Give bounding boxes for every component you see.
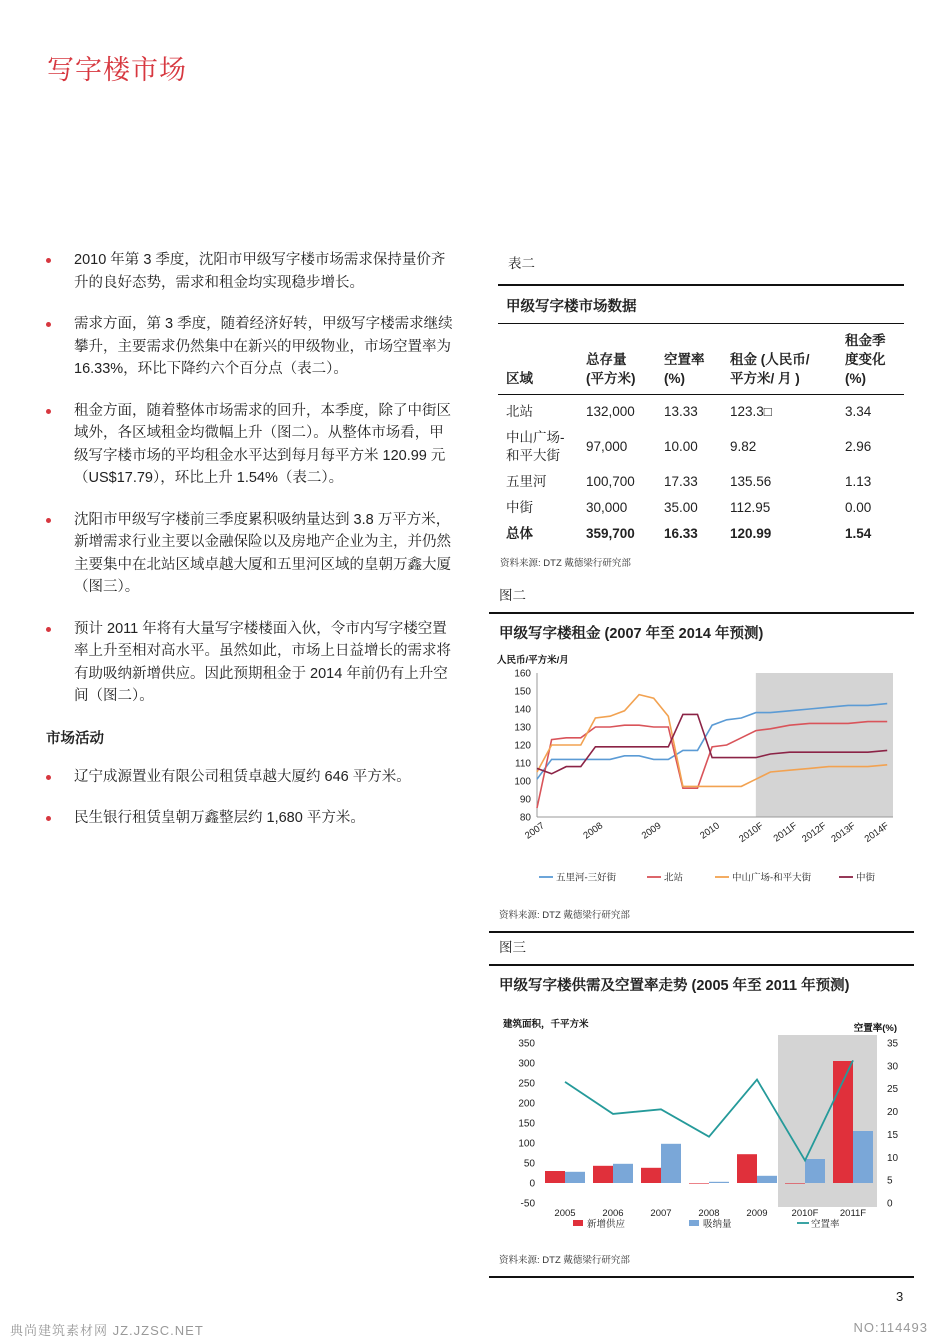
- x-tick-label: 2007: [523, 820, 547, 842]
- figure2-bottom-rule: [489, 931, 914, 933]
- bar: [641, 1168, 661, 1183]
- y-tick-label: 100: [514, 776, 531, 788]
- y-axis-label: 人民币/平方米/月: [497, 655, 569, 666]
- figure3-block: [489, 936, 914, 1278]
- forecast-shade: [756, 673, 893, 817]
- bullet-item: 需求方面，第 3 季度，随着经济好转，甲级写字楼需求继续攀升，主要需求仍然集中在新兴的甲级物业，市场空置率为 16.33%，环比下降约六个百分点（表二）。: [46, 313, 456, 381]
- header-change: 租金季 度变化 (%): [837, 324, 904, 395]
- legend-label: 中山广场-和平大街: [732, 872, 812, 884]
- y-tick-label: 120: [514, 740, 531, 752]
- x-tick-label: 2006: [602, 1208, 624, 1219]
- figure2-block: [489, 584, 914, 933]
- legend-swatch: [689, 1220, 699, 1226]
- bar: [757, 1176, 777, 1183]
- y-right-tick-label: 35: [887, 1038, 899, 1050]
- x-tick-label: 2005: [554, 1208, 576, 1219]
- y-tick-label: 0: [529, 1178, 535, 1190]
- figure2-title: 甲级写字楼租金 (2007 年至 2014 年预测): [499, 626, 764, 642]
- x-tick-label: 2012F: [800, 820, 829, 845]
- legend-label: 空置率: [811, 1219, 840, 1230]
- bullet-dot-icon: [46, 409, 51, 414]
- legend-label: 新增供应: [587, 1219, 626, 1230]
- table-header-row: [498, 324, 904, 395]
- bullet-dot-icon: [46, 518, 51, 523]
- bar: [689, 1183, 709, 1184]
- figure2-source: 资料来源: DTZ 戴德梁行研究部: [499, 910, 630, 921]
- x-tick-label: 2010F: [737, 820, 766, 845]
- header-district: 区域: [498, 324, 578, 395]
- y-tick-label: 300: [518, 1058, 535, 1070]
- activity-item: 辽宁成源置业有限公司租赁卓越大厦约 646 平方米。: [46, 766, 456, 789]
- y-right-tick-label: 25: [887, 1084, 899, 1096]
- figure3-label: 图三: [499, 940, 526, 955]
- y-right-tick-label: 30: [887, 1061, 899, 1073]
- x-tick-label: 2011F: [839, 1208, 867, 1219]
- bar: [805, 1159, 825, 1183]
- y-right-tick-label: 20: [887, 1107, 899, 1119]
- figure2-label: 图二: [499, 588, 526, 603]
- bar: [545, 1171, 565, 1183]
- x-tick-label: 2010F: [791, 1208, 819, 1219]
- header-vacancy: 空置率 (%): [656, 324, 722, 395]
- activity-item: 民生银行租赁皇朝万鑫整层约 1,680 平方米。: [46, 807, 456, 830]
- footer-watermark-left: 典尚建筑素材网 JZ.JZSC.NET: [10, 1323, 204, 1338]
- x-tick-label: 2008: [698, 1208, 720, 1219]
- y-tick-label: 90: [519, 794, 531, 806]
- bar: [737, 1154, 757, 1183]
- y-tick-label: 130: [514, 722, 531, 734]
- legend-label: 中街: [856, 872, 876, 884]
- legend-label: 吸纳量: [703, 1219, 732, 1230]
- legend-label: 五里河-三好街: [556, 872, 617, 884]
- bullet-dot-icon: [46, 322, 51, 327]
- y-tick-label: 110: [515, 758, 531, 770]
- x-tick-label: 2011F: [771, 820, 800, 845]
- bullet-item: 沈阳市甲级写字楼前三季度累积吸纳量达到 3.8 万平方米，新增需求行业主要以金融保险以及房地产企业为主，并仍然主要集中在北站区域卓越大厦和五里河区域的皇朝万鑫大厦（图三）。: [46, 509, 456, 599]
- x-tick-label: 2014F: [862, 820, 892, 845]
- bar: [613, 1164, 633, 1183]
- bar: [785, 1183, 805, 1184]
- footer-watermark-right: NO:114493: [853, 1320, 928, 1335]
- market-activity-heading: 市场活动: [46, 730, 104, 747]
- y-tick-label: 150: [518, 1118, 535, 1130]
- figure3-bottom-rule: [489, 1276, 914, 1278]
- page-number: 3: [896, 1289, 904, 1304]
- bar: [853, 1131, 873, 1183]
- x-tick-label: 2007: [650, 1208, 672, 1219]
- page-title: 写字楼市场: [47, 55, 187, 85]
- bullet-item: 2010 年第 3 季度，沈阳市甲级写字楼市场需求保持量价齐升的良好态势，需求和租金均实现稳步增长。: [46, 249, 456, 294]
- y-axis-label: 建筑面积，千平方米: [503, 1019, 589, 1030]
- bullet-dot-icon: [46, 816, 51, 821]
- y-tick-label: 140: [514, 704, 531, 716]
- y-right-tick-label: 15: [887, 1129, 899, 1141]
- table-row: 中街 30,000 35.00 112.95 0.00: [506, 500, 872, 515]
- header-rent: 租金 (人民币/ 平方米/ 月 ): [722, 324, 837, 395]
- bar: [661, 1144, 681, 1183]
- table2-title: 甲级写字楼市场数据: [498, 286, 904, 324]
- table-total-row: 总体 359,700 16.33 120.99 1.54: [506, 526, 872, 541]
- legend-swatch: [573, 1220, 583, 1226]
- header-stock: 总存量 (平方米): [578, 324, 656, 395]
- figure3-source: 资料来源: DTZ 戴德梁行研究部: [499, 1255, 630, 1266]
- y-tick-label: 50: [523, 1158, 535, 1170]
- market-data-table: [498, 324, 904, 547]
- bullet-item: 租金方面，随着整体市场需求的回升，本季度，除了中街区域外，各区域租金均微幅上升（图二）。从整体市场看，甲级写字楼市场的平均租金水平达到每月每平方米 120.99 元（US$17.79），环比上升 1.54%（表二）。: [46, 400, 456, 490]
- y-tick-label: 160: [514, 668, 531, 680]
- table-row: 五里河 100,700 17.33 135.56 1.13: [506, 474, 872, 489]
- x-tick-label: 2010: [698, 820, 722, 842]
- figure3-title: 甲级写字楼供需及空置率走势 (2005 年至 2011 年预测): [499, 978, 850, 994]
- rent-line-chart: [489, 649, 914, 894]
- bar: [709, 1182, 729, 1183]
- y-right-tick-label: 10: [887, 1152, 899, 1164]
- bar: [565, 1172, 585, 1183]
- table2-source: 资料来源: DTZ 戴德梁行研究部: [500, 558, 631, 569]
- table-row: 北站 132,000 13.33 123.3□ 3.34: [506, 404, 872, 419]
- bar: [593, 1166, 613, 1183]
- y-right-tick-label: 5: [887, 1175, 893, 1187]
- bullet-item: 预计 2011 年将有大量写字楼楼面入伙，令市内写字楼空置率上升至相对高水平。虽然如此，市场上日益增长的需求将有助吸纳新增供应。因此预期租金于 2014 年前仍有上升空间（图二）。: [46, 618, 456, 708]
- y-tick-label: 100: [518, 1138, 535, 1150]
- y-tick-label: 80: [519, 812, 531, 824]
- y-tick-label: 150: [514, 686, 531, 698]
- y-tick-label: 200: [518, 1098, 535, 1110]
- y-tick-label: 250: [518, 1078, 535, 1090]
- x-tick-label: 2008: [581, 820, 606, 842]
- legend-label: 北站: [664, 872, 684, 884]
- x-tick-label: 2013F: [829, 820, 858, 845]
- y-right-tick-label: 0: [887, 1198, 893, 1210]
- y-tick-label: 350: [518, 1038, 535, 1050]
- bullet-dot-icon: [46, 775, 51, 780]
- supply-demand-chart: [489, 1001, 914, 1239]
- y-axis-right-label: 空置率(%): [853, 1023, 897, 1034]
- y-tick-label: -50: [520, 1198, 535, 1210]
- table2-block: [498, 252, 904, 579]
- table-row: 中山广场- 和平大街 97,000 10.00 9.82 2.96: [506, 430, 872, 463]
- table2-label: 表二: [508, 256, 535, 271]
- bullet-dot-icon: [46, 627, 51, 632]
- bullet-list: [46, 249, 456, 849]
- bullet-dot-icon: [46, 258, 51, 263]
- x-tick-label: 2009: [746, 1208, 768, 1219]
- x-tick-label: 2009: [639, 820, 664, 842]
